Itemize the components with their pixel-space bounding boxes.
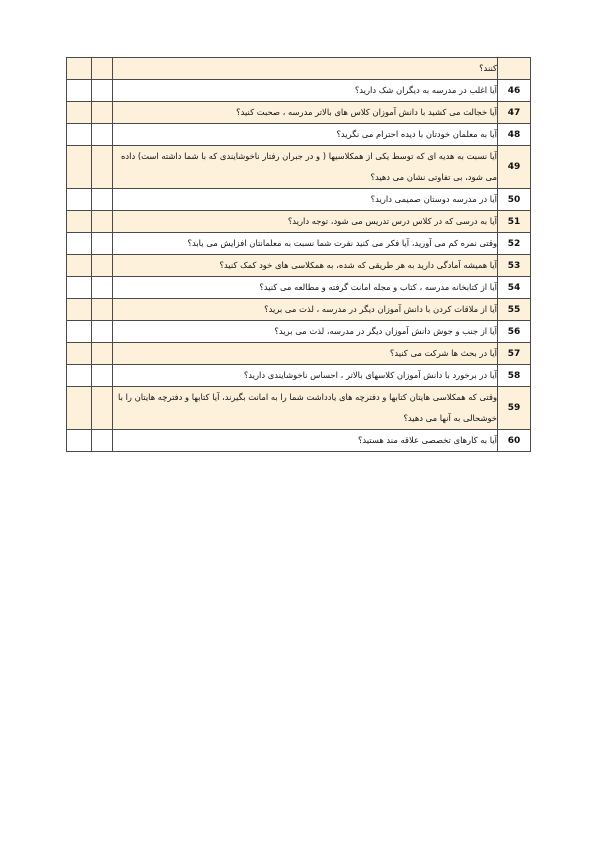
answer-cell-middle[interactable]	[92, 211, 113, 233]
question-row	[67, 124, 531, 146]
answer-cell-middle[interactable]	[92, 80, 113, 102]
question-row	[67, 102, 531, 124]
answer-cell-middle[interactable]	[92, 343, 113, 365]
answer-cell-left[interactable]	[67, 321, 92, 343]
question-row	[67, 233, 531, 255]
question-number: 57	[498, 343, 531, 365]
question-text: آیا به درسی که در کلاس درس تدریس می شود، توجه دارید؟	[113, 211, 498, 233]
question-number: 55	[498, 299, 531, 321]
answer-cell-left[interactable]	[67, 255, 92, 277]
question-number: 51	[498, 211, 531, 233]
question-row	[67, 277, 531, 299]
answer-cell-left[interactable]	[67, 189, 92, 211]
question-number: 56	[498, 321, 531, 343]
answer-cell-left[interactable]	[67, 387, 92, 430]
question-text: آیا از کتابخانه مدرسه ، کتاب و مجله امانت گرفته و مطالعه می کنید؟	[113, 277, 498, 299]
question-text: آیا از جنب و جوش دانش آموزان دیگر در مدرسه، لذت می برید؟	[113, 321, 498, 343]
answer-cell-left[interactable]	[67, 102, 92, 124]
question-row	[67, 255, 531, 277]
question-text: وقتی نمره کم می آورید، آیا فکر می کنید نفرت شما نسبت به معلمانتان افزایش می یابد؟	[113, 233, 498, 255]
question-row	[67, 211, 531, 233]
answer-cell-middle[interactable]	[92, 387, 113, 430]
question-text: کنند؟	[113, 58, 498, 80]
question-number: 52	[498, 233, 531, 255]
answer-cell-middle[interactable]	[92, 124, 113, 146]
question-row	[67, 189, 531, 211]
question-text: آیا نسبت به هدیه ای که توسط یکی از همکلاسیها ( و در جبران رفتار ناخوشایندی که با شما داشته است) داده می شود، بی تفاوتی نشان می دهید؟	[113, 146, 498, 189]
question-row	[67, 80, 531, 102]
question-row	[67, 58, 531, 80]
question-number: 47	[498, 102, 531, 124]
question-text: آیا به کارهای تخصصی علاقه مند هستید؟	[113, 430, 498, 452]
answer-cell-middle[interactable]	[92, 277, 113, 299]
answer-cell-middle[interactable]	[92, 299, 113, 321]
answer-cell-left[interactable]	[67, 233, 92, 255]
answer-cell-middle[interactable]	[92, 146, 113, 189]
question-text: وقتی که همکلاسی هایتان کتابها و دفترچه های یادداشت شما را به امانت بگیرند، آیا کتابها و دفترچه هایتان را با خوشحالی به آنها می دهید؟	[113, 387, 498, 430]
answer-cell-middle[interactable]	[92, 233, 113, 255]
answer-cell-middle[interactable]	[92, 102, 113, 124]
question-number: 48	[498, 124, 531, 146]
question-row	[67, 299, 531, 321]
question-text: آیا خجالت می کشید با دانش آموزان کلاس های بالاتر مدرسه ، صحبت کنید؟	[113, 102, 498, 124]
answer-cell-middle[interactable]	[92, 321, 113, 343]
answer-cell-left[interactable]	[67, 211, 92, 233]
answer-cell-left[interactable]	[67, 299, 92, 321]
question-row	[67, 430, 531, 452]
question-number: 53	[498, 255, 531, 277]
answer-cell-left[interactable]	[67, 58, 92, 80]
answer-cell-left[interactable]	[67, 430, 92, 452]
question-number	[498, 58, 531, 80]
answer-cell-middle[interactable]	[92, 58, 113, 80]
question-text: آیا از ملاقات کردن با دانش آموزان دیگر در مدرسه ، لذت می برید؟	[113, 299, 498, 321]
question-text: آیا به معلمان خودتان با دیده احترام می نگرید؟	[113, 124, 498, 146]
question-row	[67, 387, 531, 430]
question-text: آیا اغلب در مدرسه به دیگران شک دارید؟	[113, 80, 498, 102]
answer-cell-middle[interactable]	[92, 189, 113, 211]
question-number: 49	[498, 146, 531, 189]
questionnaire-body	[67, 58, 531, 452]
question-text: آیا در بحث ها شرکت می کنید؟	[113, 343, 498, 365]
question-row	[67, 146, 531, 189]
question-text: آیا همیشه آمادگی دارید به هر طریقی که شده، به همکلاسی های خود کمک کنید؟	[113, 255, 498, 277]
question-number: 58	[498, 365, 531, 387]
answer-cell-middle[interactable]	[92, 365, 113, 387]
answer-cell-middle[interactable]	[92, 430, 113, 452]
question-number: 59	[498, 387, 531, 430]
question-text: آیا در برخورد با دانش آموزان کلاسهای بالاتر ، احساس ناخوشایندی دارید؟	[113, 365, 498, 387]
answer-cell-left[interactable]	[67, 343, 92, 365]
question-row	[67, 365, 531, 387]
answer-cell-left[interactable]	[67, 80, 92, 102]
answer-cell-left[interactable]	[67, 277, 92, 299]
question-text: آیا در مدرسه دوستان صمیمی دارید؟	[113, 189, 498, 211]
question-number: 60	[498, 430, 531, 452]
question-number: 54	[498, 277, 531, 299]
answer-cell-left[interactable]	[67, 365, 92, 387]
answer-cell-left[interactable]	[67, 124, 92, 146]
questionnaire-table	[66, 57, 531, 452]
question-row	[67, 343, 531, 365]
question-number: 50	[498, 189, 531, 211]
answer-cell-left[interactable]	[67, 146, 92, 189]
question-number: 46	[498, 80, 531, 102]
question-row	[67, 321, 531, 343]
answer-cell-middle[interactable]	[92, 255, 113, 277]
